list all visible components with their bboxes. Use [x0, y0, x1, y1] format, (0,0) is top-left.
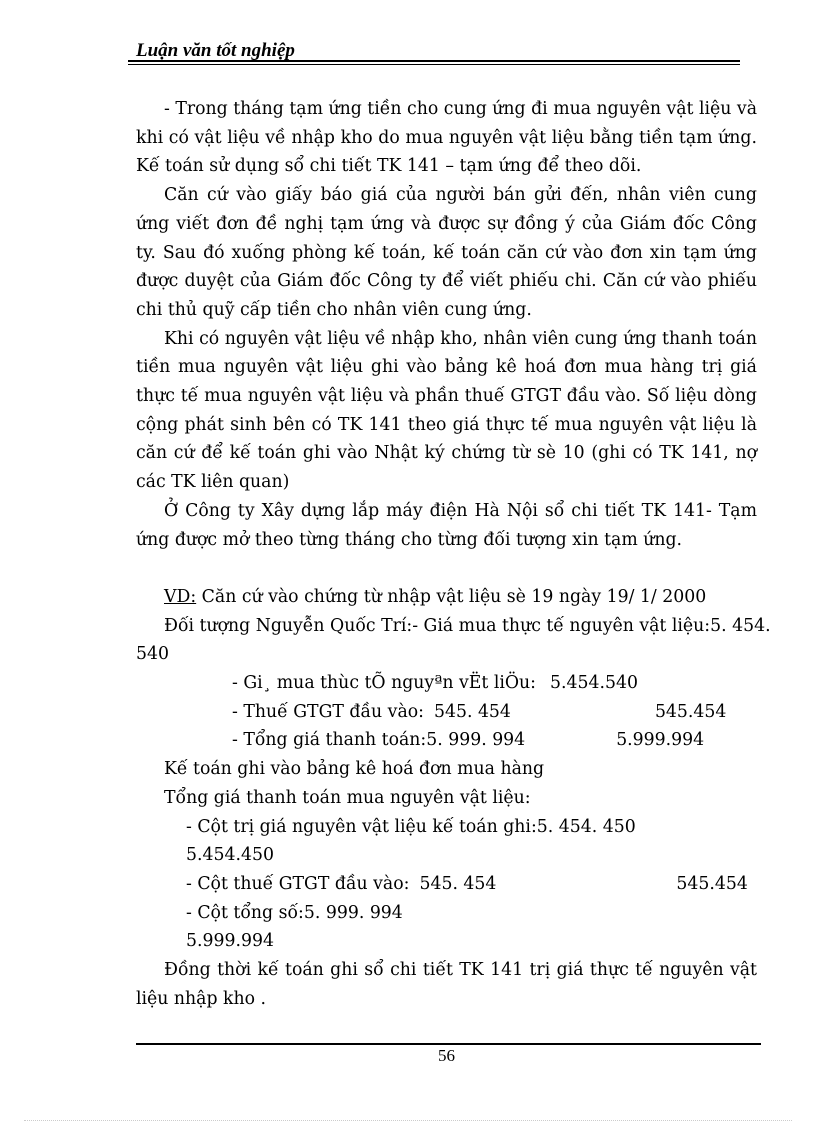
item-label: - Tổng giá thanh toán:5. 999. 994: [232, 730, 526, 751]
total-item: [136, 726, 757, 755]
header-rule-thin: [128, 64, 740, 65]
column-item: [136, 870, 757, 899]
page-edge-dots: [24, 1120, 792, 1121]
paragraph: Căn cứ vào giấy báo giá của người bán gửi đến, nhân viên cung ứng viết đơn đề nghị tạm ứng và được sự đồng ý của Giám đốc Công ty. Sau đó xuống phòng kế toán, kế toán căn cứ vào đơn xin tạm ứng được duyệt của Giám đốc Công ty để viết phiếu chi. Căn cứ vào phiếu chi thủ quỹ cấp tiền cho nhân viên cung ứng.: [136, 185, 757, 320]
footer-rule: [136, 1043, 761, 1045]
closing-paragraph: Đồng thời kế toán ghi sổ chi tiết TK 141 trị giá thực tế nguyên vật liệu nhập kho .: [136, 960, 757, 1009]
example-intro-text: Căn cứ vào chứng từ nhập vật liệu sè 19 ngày 19/ 1/ 2000: [196, 586, 707, 607]
column-item: - Cột tổng số:5. 999. 994: [186, 902, 403, 923]
header-rule: [128, 60, 740, 62]
column-value-right: 545.454: [676, 873, 748, 894]
item-value: 5.454.540: [550, 673, 638, 694]
header-title: Luận văn tốt nghiệp: [136, 40, 295, 61]
example-label: VD:: [164, 586, 197, 607]
column-item: - Cột trị giá nguyên vật liệu kế toán ghi:5. 454. 450: [186, 816, 636, 837]
column-item-cont: 5.999.994: [186, 931, 274, 952]
item-value: 545. 454: [433, 701, 511, 722]
price-item: [136, 669, 757, 698]
item-value-right: 5.999.994: [616, 730, 705, 751]
column-value: 545. 454: [419, 873, 497, 894]
body-text: [136, 95, 771, 1013]
item-label: - Gi¸ mua thùc tÕ nguyªn vËt liÖu:: [232, 673, 536, 694]
paragraph: Ở Công ty Xây dựng lắp máy điện Hà Nội sổ chi tiết TK 141- Tạm ứng được mở theo từng tháng cho từng đối tượng xin tạm ứng.: [136, 500, 757, 550]
blank-line: [136, 554, 757, 583]
record-line: Kế toán ghi vào bảng kê hoá đơn mua hàng: [164, 759, 545, 780]
item-label: - Thuế GTGT đầu vào:: [232, 701, 424, 722]
paragraph: Khi có nguyên vật liệu về nhập kho, nhân viên cung ứng thanh toán tiền mua nguyên vật liệu ghi vào bảng kê hoá đơn mua hàng trị giá thực tế mua nguyên vật liệu và phần thuế GTGT đầu vào. Số liệu dòng cộng phát sinh bên có TK 141 theo giá thực tế mua nguyên vật liệu là căn cứ để kế toán ghi vào Nhật ký chứng từ sè 10 (ghi có TK 141, nợ các TK liên quan): [136, 328, 757, 493]
column-label: - Cột thuế GTGT đầu vào:: [186, 873, 410, 894]
example-subject-cont: 540: [136, 644, 169, 665]
example-intro: [136, 583, 757, 612]
example-subject: Đối tượng Nguyễn Quốc Trí:- Giá mua thực tế nguyên vật liệu:5. 454.: [164, 615, 771, 636]
column-item-cont: 5.454.450: [186, 845, 274, 866]
total-line: Tổng giá thanh toán mua nguyên vật liệu:: [164, 787, 531, 808]
vat-item: [136, 698, 757, 727]
item-value-right: 545.454: [654, 701, 727, 722]
page-number: 56: [438, 1046, 455, 1065]
paragraph: - Trong tháng tạm ứng tiền cho cung ứng đi mua nguyên vật liệu và khi có vật liệu về nhập kho do mua nguyên vật liệu bằng tiền tạm ứng. Kế toán sử dụng sổ chi tiết TK 141 – tạm ứng để theo dõi.: [136, 99, 757, 177]
